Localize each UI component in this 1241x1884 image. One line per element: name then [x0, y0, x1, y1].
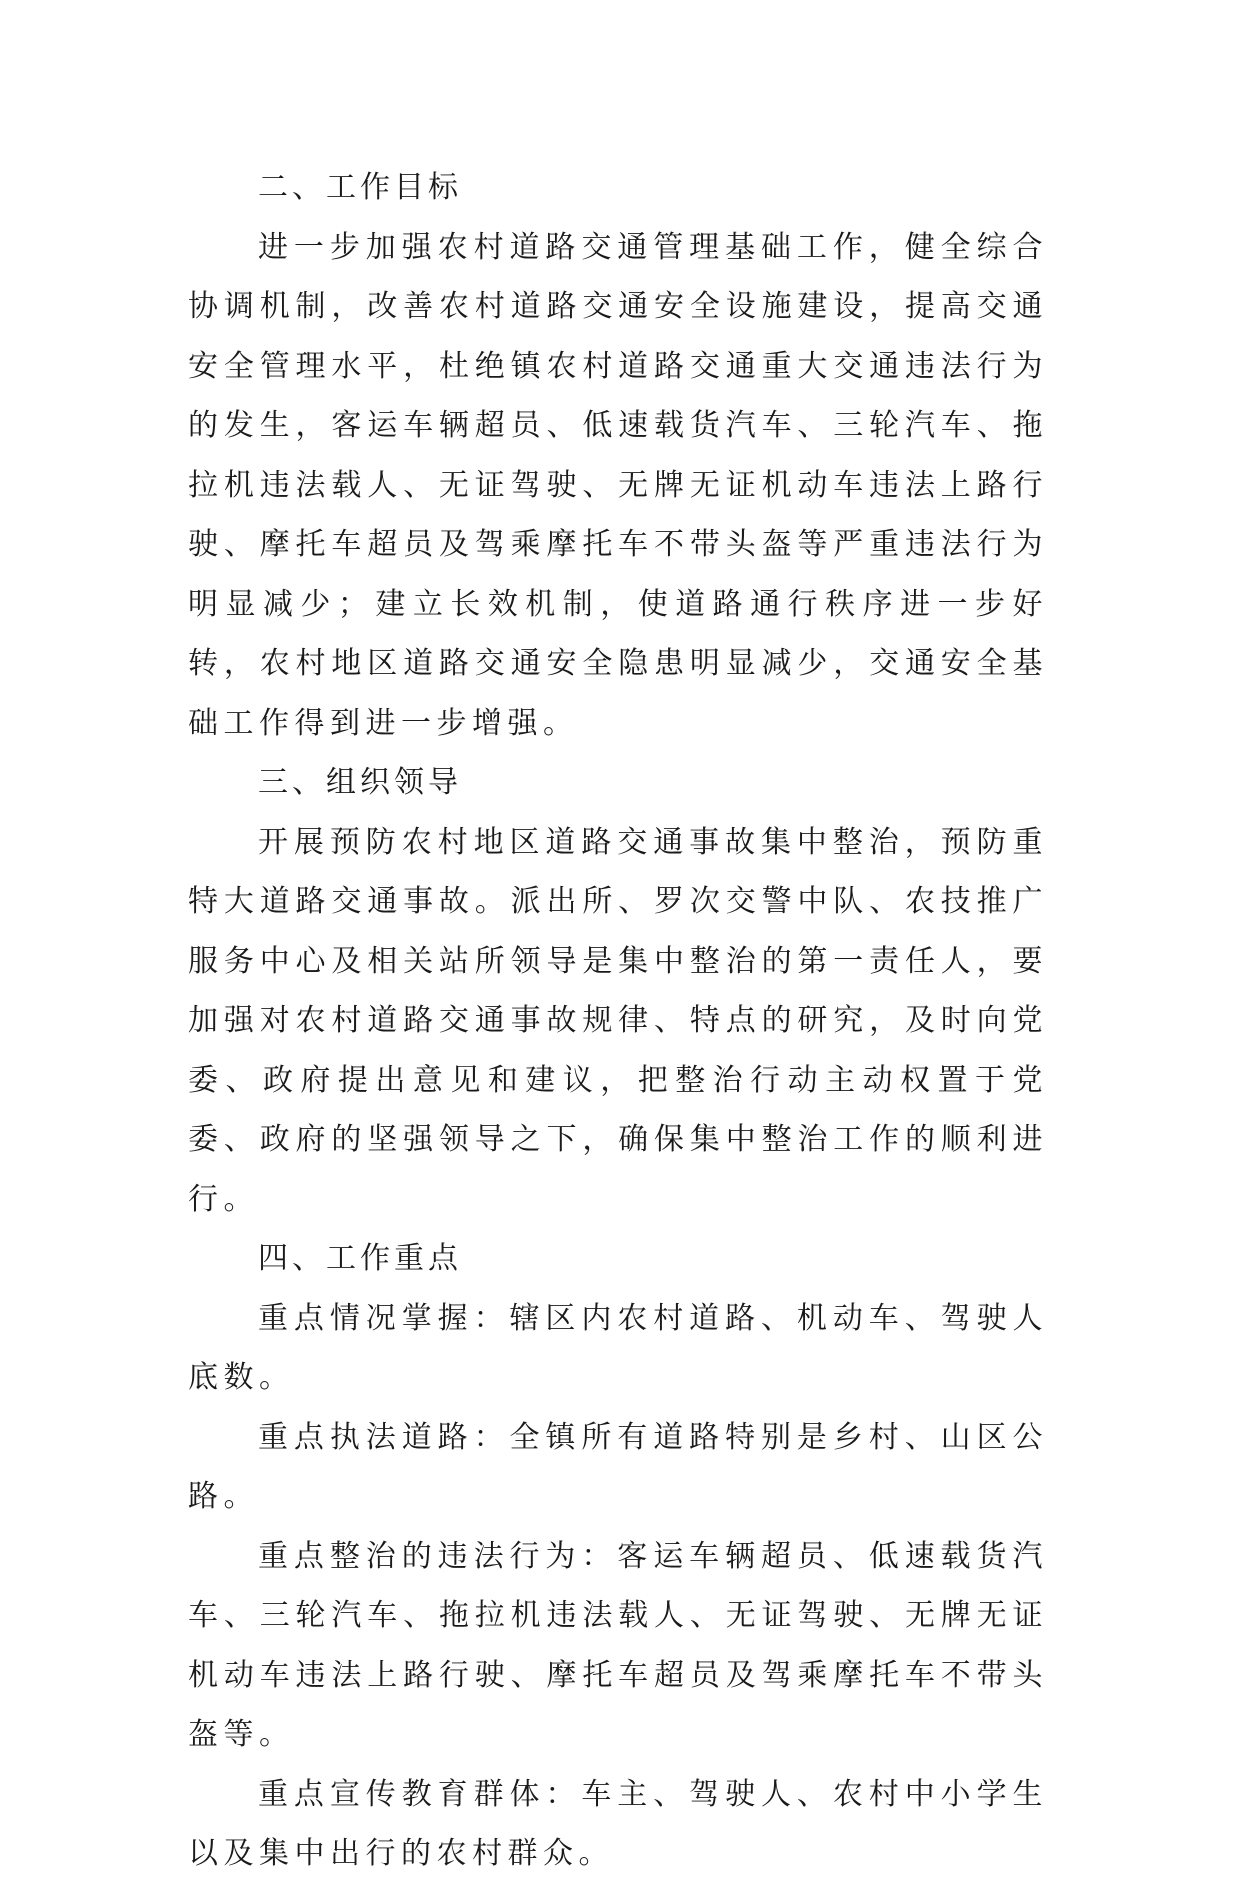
- paragraph-work-goals: 进一步加强农村道路交通管理基础工作，健全综合协调机制，改善农村道路交通安全设施建设，提高交通安全管理水平，杜绝镇农村道路交通重大交通违法行为的发生，客运车辆超员、低速载货汽车、三轮汽车、拖拉机违法载人、无证驾驶、无牌无证机动车违法上路行驶、摩托车超员及驾乘摩托车不带头盔等严重违法行为明显减少；建立长效机制，使道路通行秩序进一步好转，农村地区道路交通安全隐患明显减少，交通安全基础工作得到进一步增强。: [188, 229, 1048, 741]
- priority-item-education-groups: 重点宣传教育群体：车主、驾驶人、农村中小学生以及集中出行的农村群众。: [188, 1776, 1048, 1871]
- section-heading-work-priorities: 四、工作重点: [258, 1241, 462, 1276]
- priority-item-situation: 重点情况掌握：辖区内农村道路、机动车、驾驶人底数。: [188, 1300, 1048, 1395]
- document-body: [188, 158, 1048, 1884]
- priority-item-roads: 重点执法道路：全镇所有道路特别是乡村、山区公路。: [188, 1419, 1048, 1514]
- section-heading-organization-leadership: 三、组织领导: [258, 765, 462, 800]
- section-heading-work-goals: 二、工作目标: [258, 170, 462, 205]
- priority-item-violations: 重点整治的违法行为：客运车辆超员、低速载货汽车、三轮汽车、拖拉机违法载人、无证驾驶、无牌无证机动车违法上路行驶、摩托车超员及驾乘摩托车不带头盔等。: [188, 1538, 1048, 1752]
- paragraph-organization-leadership: 开展预防农村地区道路交通事故集中整治，预防重特大道路交通事故。派出所、罗次交警中队、农技推广服务中心及相关站所领导是集中整治的第一责任人，要加强对农村道路交通事故规律、特点的研究，及时向党委、政府提出意见和建议，把整治行动主动权置于党委、政府的坚强领导之下，确保集中整治工作的顺利进行。: [188, 824, 1048, 1217]
